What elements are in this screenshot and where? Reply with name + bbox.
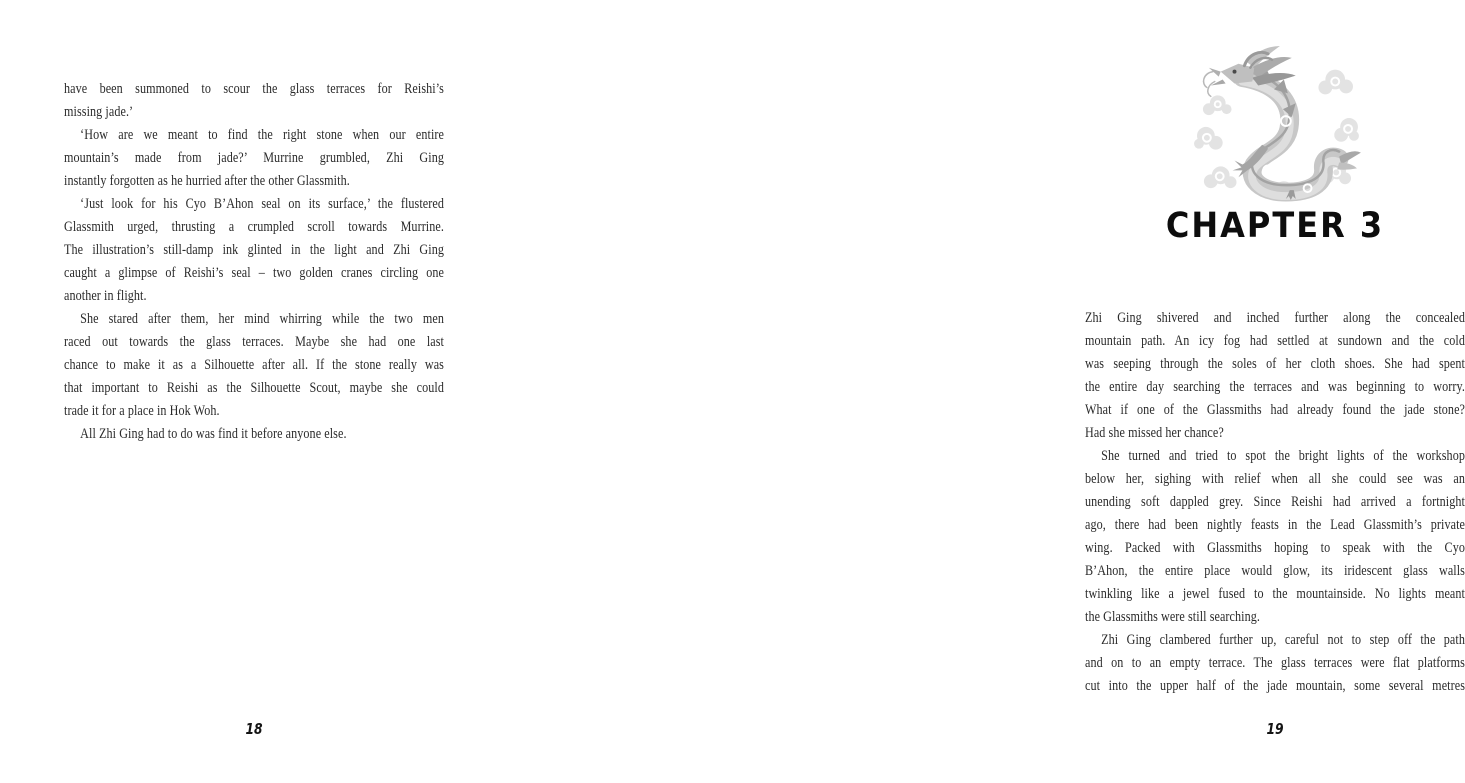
body-text-left <box>64 78 444 446</box>
text-line: and on to an empty terrace. The glass terraces were flat platforms <box>1085 655 1465 671</box>
page-number-right: 19 <box>1266 720 1284 738</box>
text-line: ‘Just look for his Cyo B’Ahon seal on its surface,’ the flustered <box>80 196 444 212</box>
text-line: missing jade.’ <box>64 104 134 120</box>
text-line: trade it for a place in Hok Woh. <box>64 403 220 419</box>
text-line: was seeping through the soles of her cloth shoes. She had spent <box>1085 356 1465 372</box>
text-line: below her, sighing with relief when all she could see was an <box>1085 471 1465 487</box>
text-line: She stared after them, her mind whirring while the two men <box>80 311 444 327</box>
text-line: that important to Reishi as the Silhouette Scout, maybe she could <box>64 380 444 396</box>
page-left <box>0 0 510 783</box>
body-text-right <box>1085 307 1465 698</box>
page-number-left: 18 <box>245 720 263 738</box>
text-line: raced out towards the glass terraces. Maybe she had one last <box>64 334 444 350</box>
text-line: wing. Packed with Glassmiths hoping to speak with the Cyo <box>1085 540 1465 556</box>
text-line: The illustration’s still-damp ink glinted in the light and Zhi Ging <box>64 242 444 258</box>
text-line: What if one of the Glassmiths had already found the jade stone? <box>1085 402 1465 418</box>
text-line: chance to make it as a Silhouette after all. If the stone really was <box>64 357 444 373</box>
text-line: Zhi Ging shivered and inched further along the concealed <box>1085 310 1465 326</box>
dragon-icon <box>1191 44 1359 200</box>
text-line: Glassmith urged, thrusting a crumpled scroll towards Murrine. <box>64 219 444 235</box>
text-line: All Zhi Ging had to do was find it before anyone else. <box>80 426 347 442</box>
dragon-illustration <box>1085 44 1465 200</box>
text-line: twinkling like a jewel fused to the mountainside. No lights meant <box>1085 586 1465 602</box>
text-line: ago, there had been nightly feasts in the Lead Glassmith’s private <box>1085 517 1465 533</box>
text-line: the Glassmiths were still searching. <box>1085 609 1261 625</box>
text-line: instantly forgotten as he hurried after the other Glassmith. <box>64 173 350 189</box>
text-line: mountain path. An icy fog had settled at sundown and the cold <box>1085 333 1465 349</box>
text-line: B’Ahon, the entire place would glow, its iridescent glass walls <box>1085 563 1465 579</box>
text-line: cut into the upper half of the jade mountain, some several metres <box>1085 678 1465 694</box>
text-line: the entire day searching the terraces and was beginning to worry. <box>1085 379 1465 395</box>
text-line: have been summoned to scour the glass terraces for Reishi’s <box>64 81 444 97</box>
text-line: Zhi Ging clambered further up, careful not to step off the path <box>1101 632 1465 648</box>
text-line: ‘How are we meant to find the right stone when our entire <box>80 127 444 143</box>
text-line: caught a glimpse of Reishi’s seal – two golden cranes circling one <box>64 265 444 281</box>
chapter-heading: CHAPTER 3 <box>1165 204 1385 246</box>
text-line: another in flight. <box>64 288 147 304</box>
text-line: unending soft dappled grey. Since Reishi had arrived a fortnight <box>1085 494 1465 510</box>
text-line: She turned and tried to spot the bright lights of the workshop <box>1101 448 1465 464</box>
text-line: mountain’s made from jade?’ Murrine grumbled, Zhi Ging <box>64 150 444 166</box>
text-line: Had she missed her chance? <box>1085 425 1224 441</box>
page-right <box>510 0 1465 783</box>
